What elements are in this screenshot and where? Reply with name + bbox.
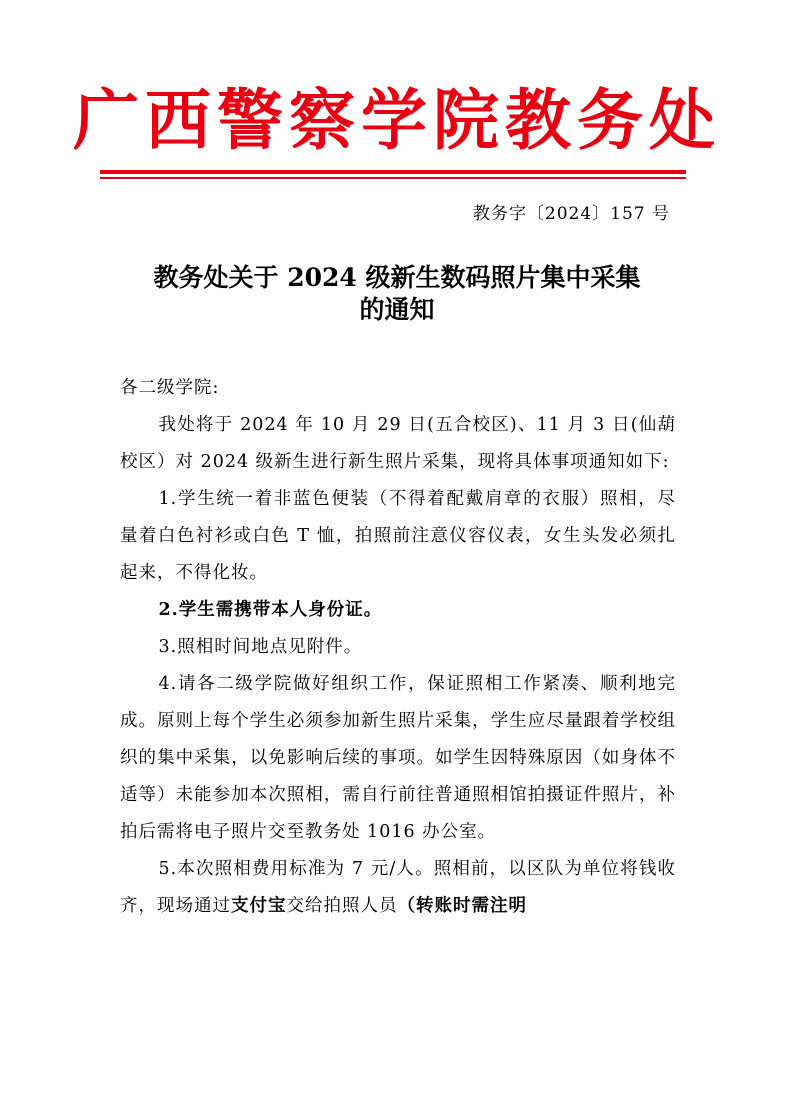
header-rule-thick bbox=[100, 170, 686, 174]
item-2-paragraph: 2.学生需携带本人身份证。 bbox=[158, 600, 383, 620]
item-5-alipay: 支付宝 bbox=[231, 896, 287, 916]
document-title-line-2: 的通知 bbox=[359, 295, 435, 324]
header-rule-thin bbox=[100, 177, 686, 179]
document-number: 教务字〔2024〕157 号 bbox=[472, 204, 670, 224]
intro-paragraph: 我处将于 2024 年 10 月 29 日(五合校区)、11 月 3 日(仙葫校区）对 2024 级新生进行新生照片采集，现将具体事项通知如下: bbox=[120, 415, 676, 472]
issuer-header-title: 广西警察学院教务处 bbox=[73, 81, 721, 159]
item-5-text-a: 5.本次照相费用标准为 7 元/人。照相前，以区队为单位将钱收齐，现场通过 bbox=[120, 859, 676, 916]
item-5-paragraph bbox=[120, 851, 676, 925]
item-5-text-c: 交给拍照人员 bbox=[286, 896, 398, 916]
item-3-paragraph: 3.照相时间地点见附件。 bbox=[158, 637, 363, 657]
document-body bbox=[120, 370, 676, 925]
item-1-paragraph: 1.学生统一着非蓝色便装（不得着配戴肩章的衣服）照相，尽量着白色衬衫或白色 T 恤，拍照前注意仪容仪表，女生头发必须扎起来，不得化妆。 bbox=[120, 489, 676, 583]
item-5-text-d: （转账时需注明 bbox=[397, 896, 527, 916]
document-title-line-1: 教务处关于 2024 级新生数码照片集中采集 bbox=[153, 263, 641, 292]
salutation: 各二级学院: bbox=[120, 378, 220, 398]
item-4-paragraph: 4.请各二级学院做好组织工作，保证照相工作紧凑、顺利地完成。原则上每个学生必须参加新生照片采集，学生应尽量跟着学校组织的集中采集，以免影响后续的事项。如学生因特殊原因（如身体不适等）未能参加本次照相，需自行前往普通照相馆拍摄证件照片，补拍后需将电子照片交至教务处 1016 办公室。 bbox=[120, 674, 676, 842]
document-title bbox=[110, 262, 684, 326]
